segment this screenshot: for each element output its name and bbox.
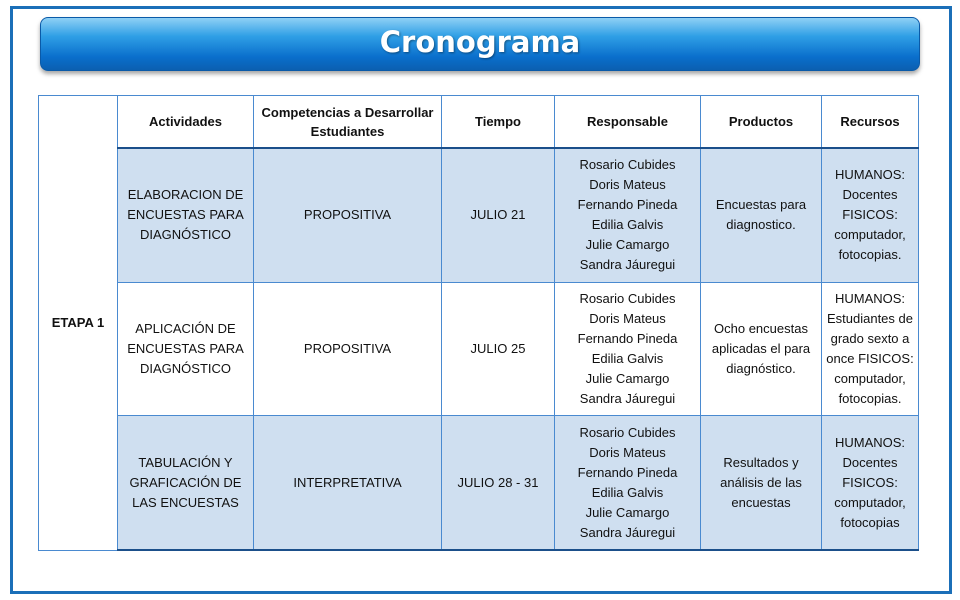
responsable-name: Fernando Pineda — [577, 197, 678, 213]
header-tiempo: Tiempo — [442, 96, 555, 149]
cell-actividad: ELABORACION DE ENCUESTAS PARA DIAGNÓSTICO — [118, 148, 254, 282]
responsable-name: Doris Mateus — [589, 444, 666, 460]
cell-tiempo: JULIO 21 — [442, 148, 555, 282]
cell-competencia: PROPOSITIVA — [254, 282, 442, 416]
cell-actividad: APLICACIÓN DE ENCUESTAS PARA DIAGNÓSTICO — [118, 282, 254, 416]
cell-competencia: PROPOSITIVA — [254, 148, 442, 282]
cell-responsable — [555, 416, 701, 550]
header-productos: Productos — [701, 96, 822, 149]
responsable-name: Rosario Cubides — [579, 290, 676, 306]
schedule-table — [38, 95, 919, 551]
responsable-name: Edilia Galvis — [591, 350, 664, 366]
responsable-name: Julie Camargo — [585, 504, 670, 520]
header-responsable: Responsable — [555, 96, 701, 149]
header-competencias: Competencias a Desarrollar Estudiantes — [254, 96, 442, 149]
cell-producto: Ocho encuestas aplicadas el para diagnóstico. — [701, 282, 822, 416]
responsable-name: Fernando Pineda — [577, 464, 678, 480]
header-actividades: Actividades — [118, 96, 254, 149]
responsable-name: Fernando Pineda — [577, 330, 678, 346]
cell-tiempo: JULIO 25 — [442, 282, 555, 416]
table-row — [39, 282, 919, 416]
page-title: Cronograma — [379, 25, 581, 59]
responsable-name: Sandra Jáuregui — [579, 524, 676, 540]
responsable-name: Julie Camargo — [585, 237, 670, 253]
cell-recursos: HUMANOS: Docentes FISICOS: computador, fotocopias. — [822, 148, 919, 282]
responsable-name: Edilia Galvis — [591, 484, 664, 500]
cell-responsable — [555, 148, 701, 282]
cell-recursos: HUMANOS: Docentes FISICOS: computador, fotocopias — [822, 416, 919, 550]
responsable-name: Julie Camargo — [585, 370, 670, 386]
header-recursos: Recursos — [822, 96, 919, 149]
title-banner — [40, 17, 920, 71]
cell-actividad: TABULACIÓN Y GRAFICACIÓN DE LAS ENCUESTAS — [118, 416, 254, 550]
responsable-name: Doris Mateus — [589, 177, 666, 193]
cell-responsable — [555, 282, 701, 416]
cell-recursos: HUMANOS: Estudiantes de grado sexto a once FISICOS: computador, fotocopias. — [822, 282, 919, 416]
responsable-name: Doris Mateus — [589, 310, 666, 326]
table-row — [39, 148, 919, 282]
cell-tiempo: JULIO 28 - 31 — [442, 416, 555, 550]
cell-producto: Resultados y análisis de las encuestas — [701, 416, 822, 550]
responsable-name: Edilia Galvis — [591, 217, 664, 233]
responsable-name: Rosario Cubides — [579, 424, 676, 440]
cell-competencia: INTERPRETATIVA — [254, 416, 442, 550]
table-row — [39, 416, 919, 550]
cell-producto: Encuestas para diagnostico. — [701, 148, 822, 282]
responsable-name: Sandra Jáuregui — [579, 257, 676, 273]
header-row — [39, 96, 919, 149]
responsable-name: Sandra Jáuregui — [579, 390, 676, 406]
responsable-name: Rosario Cubides — [579, 157, 676, 173]
stage-label: ETAPA 1 — [39, 96, 118, 551]
